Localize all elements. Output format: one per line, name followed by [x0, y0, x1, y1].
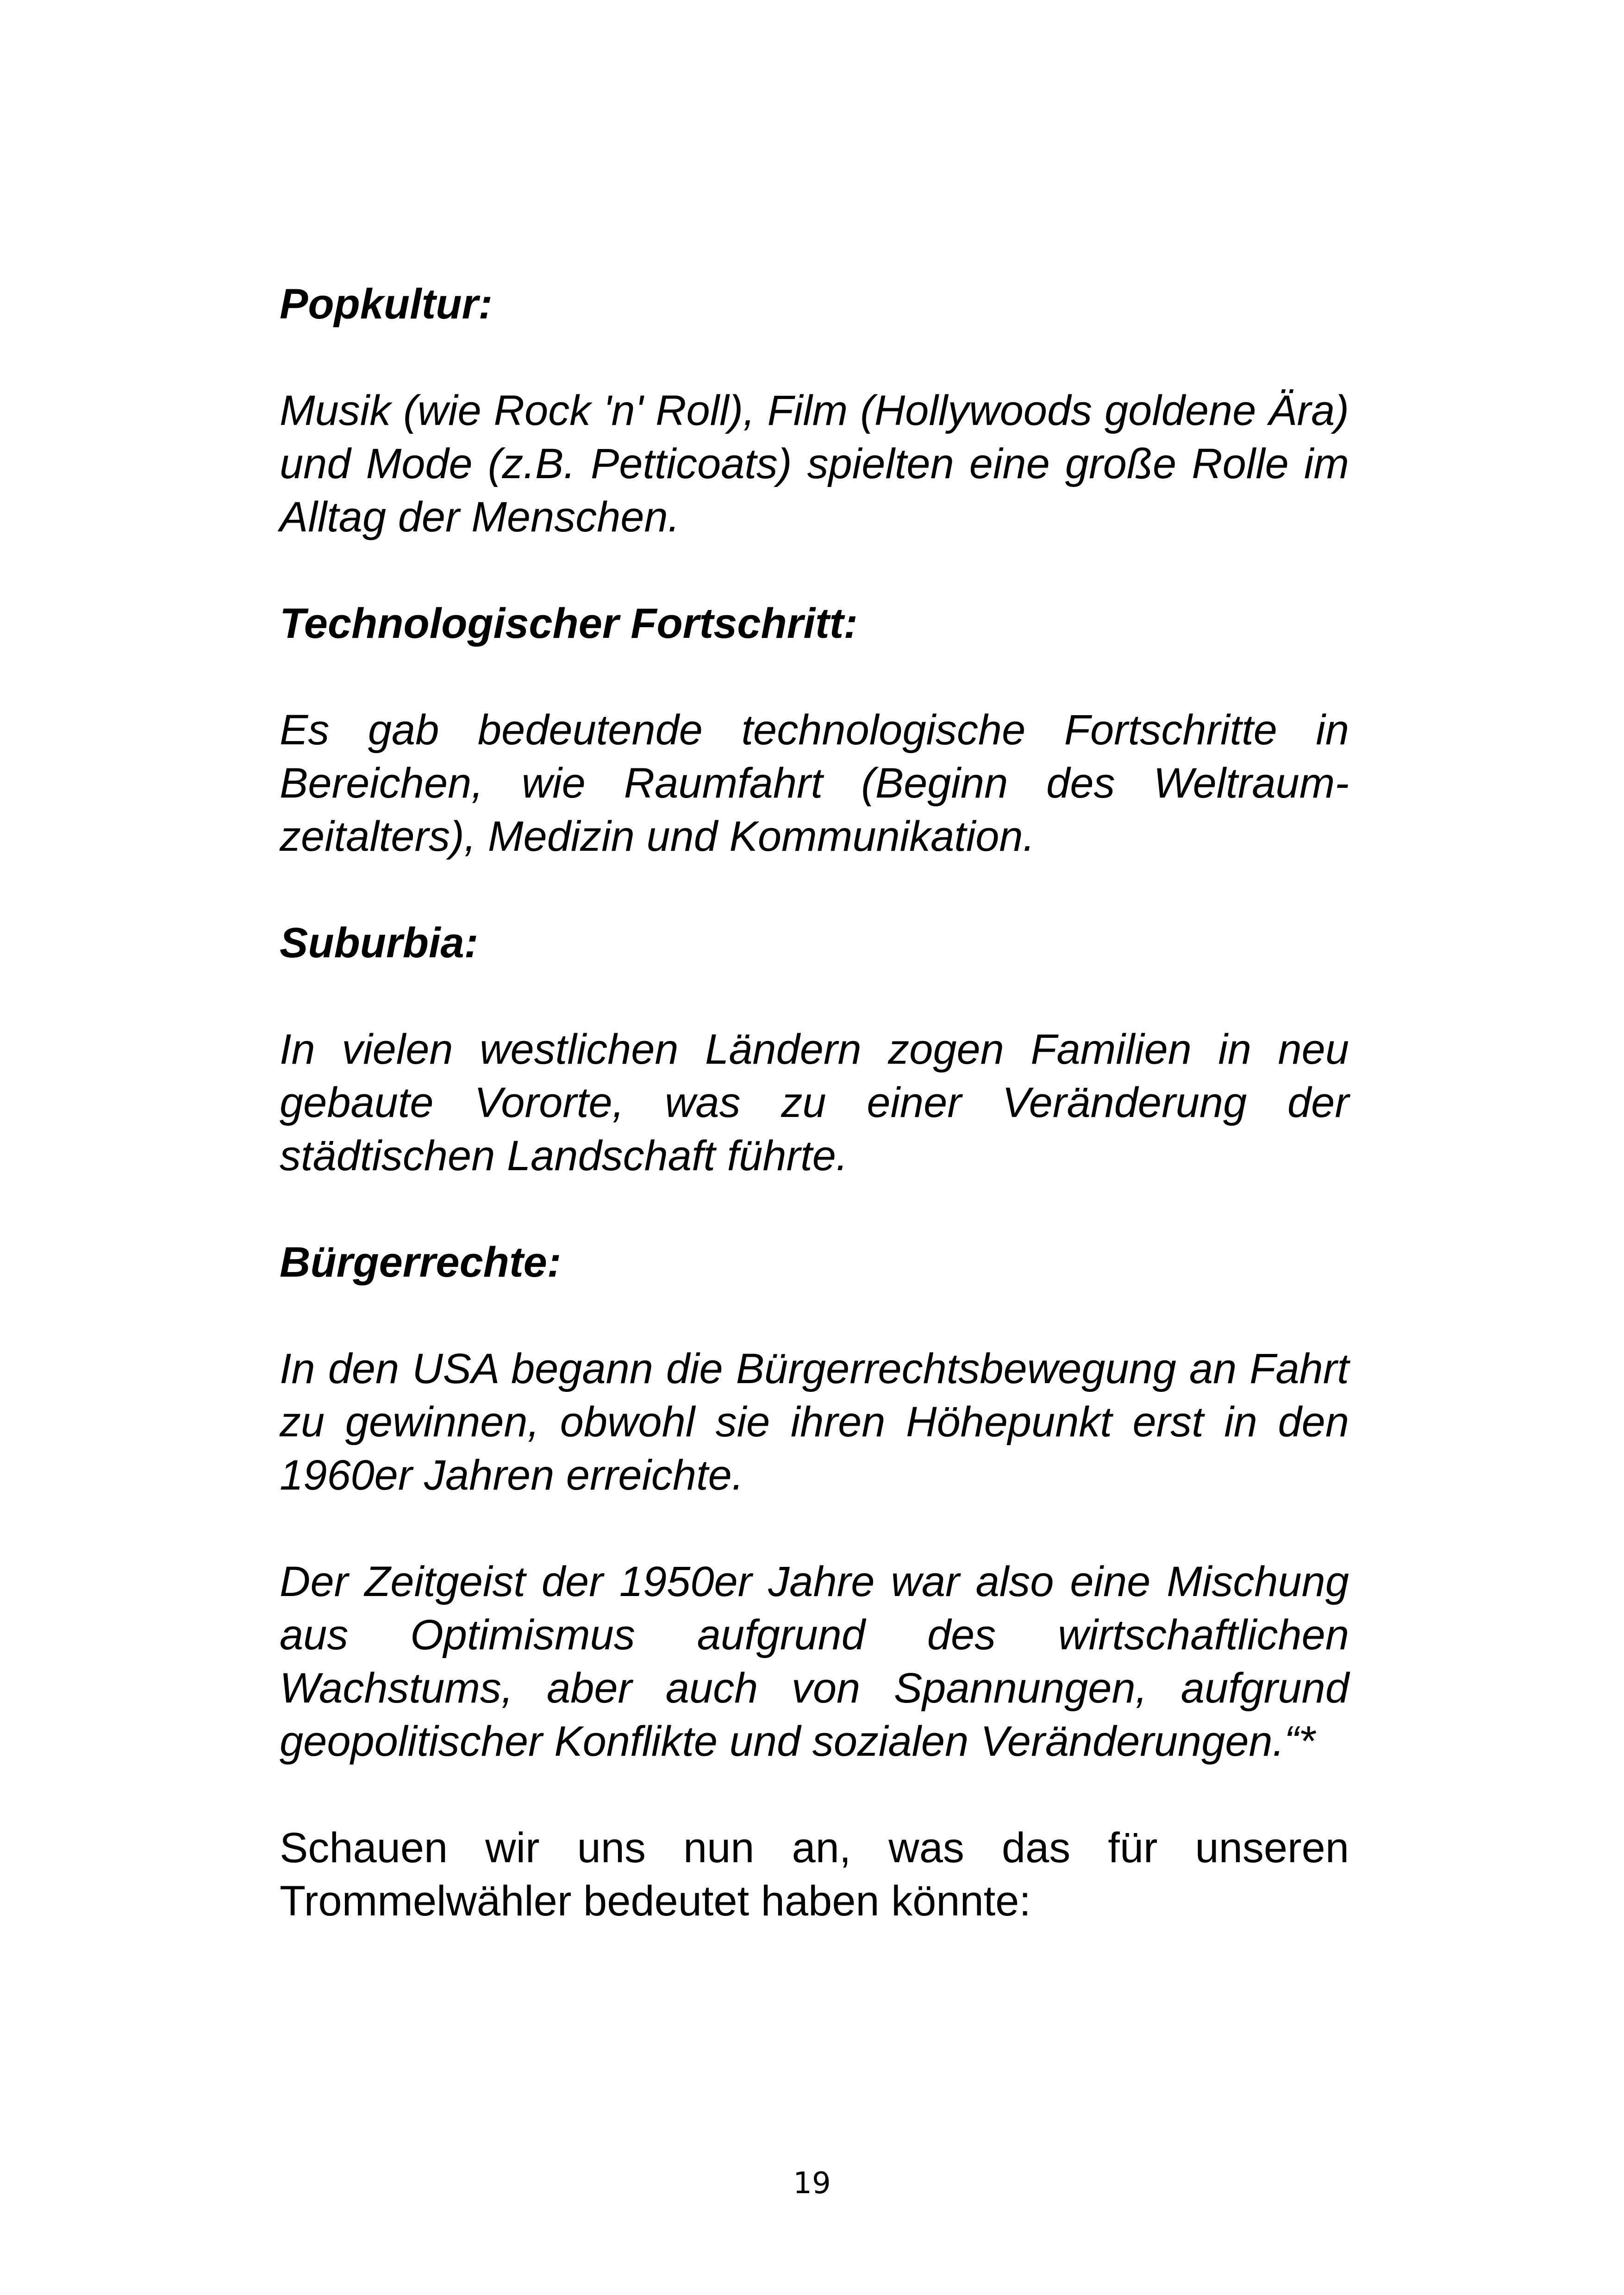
page-content	[280, 278, 1349, 1928]
page-number: 19	[793, 2166, 831, 2201]
summary-paragraph: Der Zeitgeist der 1950er Jahre war also eine Mischung aus Optimismus aufgrund des wirtschaftlichen Wachstums, aber auch von Spannungen, aufgrund geopolitischer Konflikte und sozialen Veränderungen.“*	[280, 1558, 1349, 1765]
section-heading-buergerrechte: Bürgerrechte:	[280, 1239, 562, 1286]
section-heading-technologie: Technologischer Fortschritt:	[280, 600, 858, 647]
section-text-suburbia: In vielen westlichen Ländern zogen Familien in neu gebaute Vororte, was zu einer Veränderung der städtischen Landschaft führte.	[280, 1026, 1349, 1179]
section-text-buergerrechte: In den USA begann die Bürgerrechtsbewegung an Fahrt zu gewinnen, obwohl sie ihren Höhepunkt erst in den 1960er Jahren erreichte.	[280, 1345, 1349, 1499]
section-heading-suburbia: Suburbia:	[280, 919, 479, 967]
section-text-technologie: Es gab bedeutende technologische Fortschritte in Bereichen, wie Raumfahrt (Beginn des Weltraumzeitalters), Medizin und Kommunikation.	[280, 706, 1349, 860]
section-text-popkultur: Musik (wie Rock 'n' Roll), Film (Hollywoods goldene Ära) und Mode (z.B. Petticoats) spielten eine große Rolle im Alltag der Menschen.	[280, 387, 1349, 541]
closing-paragraph: Schauen wir uns nun an, was das für unseren Trommelwähler bedeutet haben könnte:	[280, 1824, 1349, 1925]
section-heading-popkultur: Popkultur:	[280, 281, 493, 328]
